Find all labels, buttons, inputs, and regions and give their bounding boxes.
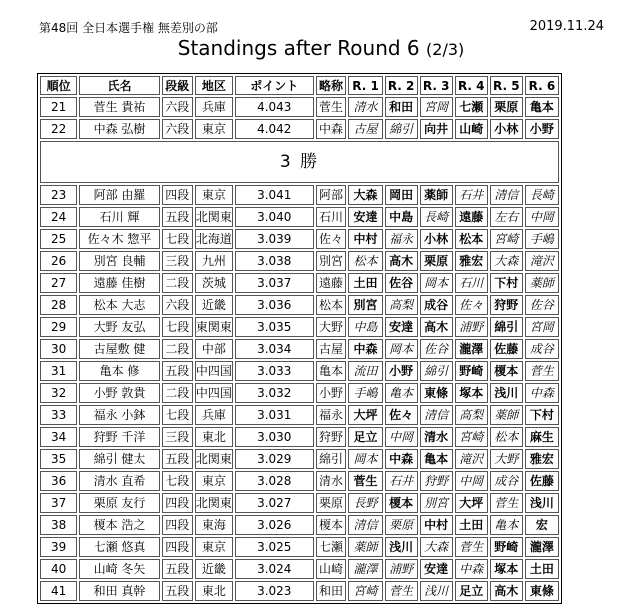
region-cell: 北関東	[195, 207, 233, 227]
table-row	[40, 493, 559, 513]
rank-cell: 25	[40, 229, 77, 249]
grade-cell: 四段	[162, 537, 193, 557]
group-divider	[40, 141, 559, 183]
points-cell: 3.028	[235, 471, 314, 491]
player-name: 亀本 修	[79, 361, 160, 381]
round-3-result: 清信	[420, 405, 453, 425]
round-2-result: 小野	[385, 361, 418, 381]
region-cell: 兵庫	[195, 97, 233, 117]
round-1-result: 土田	[348, 273, 382, 293]
round-1-result: 菅生	[348, 471, 382, 491]
points-cell: 3.035	[235, 317, 314, 337]
round-1-result: 足立	[348, 427, 382, 447]
col-grade: 段級	[162, 76, 193, 95]
round-3-result: 栗原	[420, 251, 453, 271]
round-3-result: 綿引	[420, 361, 453, 381]
round-2-result: 和田	[385, 97, 418, 117]
round-3-result: 小林	[420, 229, 453, 249]
points-cell: 3.038	[235, 251, 314, 271]
player-name: 大野 友弘	[79, 317, 160, 337]
col-r2: R. 2	[385, 76, 418, 95]
region-cell: 九州	[195, 251, 233, 271]
player-name: 福永 小鉢	[79, 405, 160, 425]
points-cell: 3.041	[235, 185, 314, 205]
rank-cell: 36	[40, 471, 77, 491]
table-row	[40, 317, 559, 337]
event-name: 第48回 全日本選手権 無差別の部	[39, 21, 218, 35]
round-3-result: 浅川	[420, 581, 453, 601]
round-3-result: 高木	[420, 317, 453, 337]
rank-cell: 31	[40, 361, 77, 381]
region-cell: 東京	[195, 471, 233, 491]
standings-table	[37, 73, 562, 604]
round-4-result: 野崎	[455, 361, 488, 381]
grade-cell: 七段	[162, 229, 193, 249]
round-1-result: 瀧澤	[348, 559, 382, 579]
round-6-result: 雅宏	[525, 449, 559, 469]
table-row	[40, 559, 559, 579]
round-5-result: 清信	[490, 185, 523, 205]
round-6-result: 中岡	[525, 207, 559, 227]
grade-cell: 六段	[162, 97, 193, 117]
grade-cell: 六段	[162, 295, 193, 315]
region-cell: 兵庫	[195, 405, 233, 425]
round-1-result: 宮崎	[348, 581, 382, 601]
round-1-result: 清信	[348, 515, 382, 535]
region-cell: 近畿	[195, 295, 233, 315]
abbr-cell: 佐々	[316, 229, 347, 249]
round-5-result: 左右	[490, 207, 523, 227]
round-4-result: 塚本	[455, 383, 488, 403]
grade-cell: 四段	[162, 493, 193, 513]
abbr-cell: 綿引	[316, 449, 347, 469]
rank-cell: 41	[40, 581, 77, 601]
rank-cell: 33	[40, 405, 77, 425]
round-4-result: 中森	[455, 559, 488, 579]
points-cell: 3.034	[235, 339, 314, 359]
player-name: 佐々木 惣平	[79, 229, 160, 249]
region-cell: 東京	[195, 537, 233, 557]
grade-cell: 七段	[162, 317, 193, 337]
round-4-result: 山崎	[455, 119, 488, 139]
round-2-result: 菅生	[385, 581, 418, 601]
table-row	[40, 515, 559, 535]
rows-top	[40, 97, 559, 139]
grade-cell: 四段	[162, 185, 193, 205]
round-1-result: 中村	[348, 229, 382, 249]
table-row	[40, 251, 559, 271]
round-4-result: 遠藤	[455, 207, 488, 227]
round-1-result: 長野	[348, 493, 382, 513]
points-cell: 3.024	[235, 559, 314, 579]
abbr-cell: 遠藤	[316, 273, 347, 293]
abbr-cell: 栗原	[316, 493, 347, 513]
player-name: 和田 真幹	[79, 581, 160, 601]
col-region: 地区	[195, 76, 233, 95]
round-6-result: 佐谷	[525, 295, 559, 315]
round-5-result: 菅生	[490, 493, 523, 513]
rank-cell: 28	[40, 295, 77, 315]
rank-cell: 40	[40, 559, 77, 579]
round-2-result: 高梨	[385, 295, 418, 315]
round-6-result: 下村	[525, 405, 559, 425]
points-cell: 3.023	[235, 581, 314, 601]
abbr-cell: 狩野	[316, 427, 347, 447]
grade-cell: 五段	[162, 361, 193, 381]
region-cell: 東京	[195, 185, 233, 205]
abbr-cell: 別宮	[316, 251, 347, 271]
round-4-result: 松本	[455, 229, 488, 249]
player-name: 綿引 健太	[79, 449, 160, 469]
table-row	[40, 185, 559, 205]
points-cell: 3.031	[235, 405, 314, 425]
grade-cell: 二段	[162, 273, 193, 293]
points-cell: 3.026	[235, 515, 314, 535]
region-cell: 北海道	[195, 229, 233, 249]
col-name: 氏名	[79, 76, 160, 95]
player-name: 山崎 冬矢	[79, 559, 160, 579]
abbr-cell: 松本	[316, 295, 347, 315]
points-cell: 3.027	[235, 493, 314, 513]
table-row	[40, 471, 559, 491]
round-3-result: 成谷	[420, 295, 453, 315]
round-5-result: 高木	[490, 581, 523, 601]
rank-cell: 39	[40, 537, 77, 557]
round-3-result: 長崎	[420, 207, 453, 227]
rows-bottom	[40, 185, 559, 601]
round-5-result: 榎本	[490, 361, 523, 381]
round-5-result: 松本	[490, 427, 523, 447]
round-1-result: 中森	[348, 339, 382, 359]
player-name: 石川 輝	[79, 207, 160, 227]
table-row	[40, 295, 559, 315]
grade-cell: 五段	[162, 449, 193, 469]
abbr-cell: 和田	[316, 581, 347, 601]
round-4-result: 雅宏	[455, 251, 488, 271]
player-name: 古屋敷 健	[79, 339, 160, 359]
table-row	[40, 273, 559, 293]
points-cell: 3.029	[235, 449, 314, 469]
table-row	[40, 339, 559, 359]
player-name: 遠藤 佳樹	[79, 273, 160, 293]
abbr-cell: 山崎	[316, 559, 347, 579]
abbr-cell: 中森	[316, 119, 347, 139]
round-1-result: 大坪	[348, 405, 382, 425]
round-3-result: 向井	[420, 119, 453, 139]
round-1-result: 中島	[348, 317, 382, 337]
points-cell: 3.030	[235, 427, 314, 447]
rank-cell: 34	[40, 427, 77, 447]
round-4-result: 大坪	[455, 493, 488, 513]
rank-cell: 24	[40, 207, 77, 227]
player-name: 七瀬 悠真	[79, 537, 160, 557]
points-cell: 3.040	[235, 207, 314, 227]
points-cell: 3.025	[235, 537, 314, 557]
round-2-result: 綿引	[385, 119, 418, 139]
round-6-result: 中森	[525, 383, 559, 403]
grade-cell: 七段	[162, 471, 193, 491]
player-name: 栗原 友行	[79, 493, 160, 513]
abbr-cell: 榎本	[316, 515, 347, 535]
round-3-result: 東條	[420, 383, 453, 403]
round-3-result: 薬師	[420, 185, 453, 205]
round-5-result: 塚本	[490, 559, 523, 579]
round-6-result: 浅川	[525, 493, 559, 513]
rank-cell: 30	[40, 339, 77, 359]
grade-cell: 六段	[162, 119, 193, 139]
grade-cell: 五段	[162, 581, 193, 601]
round-3-result: 清水	[420, 427, 453, 447]
abbr-cell: 大野	[316, 317, 347, 337]
round-3-result: 別宮	[420, 493, 453, 513]
round-6-result: 宏	[525, 515, 559, 535]
round-2-result: 浅川	[385, 537, 418, 557]
player-name: 榎本 浩之	[79, 515, 160, 535]
table-row	[40, 427, 559, 447]
round-1-result: 手嶋	[348, 383, 382, 403]
round-5-result: 浅川	[490, 383, 523, 403]
col-r3: R. 3	[420, 76, 453, 95]
group-label: 3 勝	[40, 141, 559, 183]
round-2-result: 中島	[385, 207, 418, 227]
round-6-result: 亀本	[525, 97, 559, 117]
round-1-result: 大森	[348, 185, 382, 205]
player-name: 菅生 貴祐	[79, 97, 160, 117]
round-6-result: 滝沢	[525, 251, 559, 271]
table-row	[40, 229, 559, 249]
round-4-result: 菅生	[455, 537, 488, 557]
round-1-result: 薬師	[348, 537, 382, 557]
round-5-result: 下村	[490, 273, 523, 293]
round-6-result: 麻生	[525, 427, 559, 447]
header-row	[40, 76, 559, 95]
region-cell: 北関東	[195, 449, 233, 469]
rank-cell: 32	[40, 383, 77, 403]
round-1-result: 岡本	[348, 449, 382, 469]
table-row	[40, 537, 559, 557]
round-5-result: 薬師	[490, 405, 523, 425]
round-4-result: 瀧澤	[455, 339, 488, 359]
round-4-result: 滝沢	[455, 449, 488, 469]
round-2-result: 中森	[385, 449, 418, 469]
round-6-result: 菅生	[525, 361, 559, 381]
round-4-result: 土田	[455, 515, 488, 535]
group-row	[40, 141, 559, 183]
col-r1: R. 1	[348, 76, 382, 95]
round-2-result: 榎本	[385, 493, 418, 513]
round-3-result: 宮岡	[420, 97, 453, 117]
col-r6: R. 6	[525, 76, 559, 95]
grade-cell: 七段	[162, 405, 193, 425]
rank-cell: 23	[40, 185, 77, 205]
event-date: 2019.11.24	[529, 19, 604, 34]
table-row	[40, 383, 559, 403]
round-3-result: 中村	[420, 515, 453, 535]
round-4-result: 石井	[455, 185, 488, 205]
region-cell: 東北	[195, 427, 233, 447]
region-cell: 茨城	[195, 273, 233, 293]
table-row	[40, 97, 559, 117]
round-6-result: 瀧澤	[525, 537, 559, 557]
grade-cell: 三段	[162, 251, 193, 271]
grade-cell: 五段	[162, 559, 193, 579]
grade-cell: 四段	[162, 515, 193, 535]
col-rank: 順位	[40, 76, 77, 95]
round-1-result: 古屋	[348, 119, 382, 139]
round-5-result: 亀本	[490, 515, 523, 535]
abbr-cell: 亀本	[316, 361, 347, 381]
round-6-result: 長崎	[525, 185, 559, 205]
round-2-result: 安達	[385, 317, 418, 337]
round-2-result: 浦野	[385, 559, 418, 579]
round-6-result: 薬師	[525, 273, 559, 293]
round-1-result: 流田	[348, 361, 382, 381]
round-4-result: 浦野	[455, 317, 488, 337]
round-5-result: 綿引	[490, 317, 523, 337]
round-2-result: 高木	[385, 251, 418, 271]
round-6-result: 手嶋	[525, 229, 559, 249]
round-6-result: 小野	[525, 119, 559, 139]
rank-cell: 21	[40, 97, 77, 117]
round-4-result: 七瀬	[455, 97, 488, 117]
round-6-result: 成谷	[525, 339, 559, 359]
round-6-result: 宮岡	[525, 317, 559, 337]
round-2-result: 佐谷	[385, 273, 418, 293]
round-2-result: 中岡	[385, 427, 418, 447]
region-cell: 中四国	[195, 361, 233, 381]
round-3-result: 大森	[420, 537, 453, 557]
region-cell: 東北	[195, 581, 233, 601]
points-cell: 3.033	[235, 361, 314, 381]
player-name: 別宮 良輔	[79, 251, 160, 271]
round-3-result: 岡本	[420, 273, 453, 293]
points-cell: 3.039	[235, 229, 314, 249]
round-1-result: 別宮	[348, 295, 382, 315]
player-name: 狩野 千洋	[79, 427, 160, 447]
points-cell: 3.036	[235, 295, 314, 315]
round-4-result: 石川	[455, 273, 488, 293]
round-1-result: 安達	[348, 207, 382, 227]
region-cell: 北関東	[195, 493, 233, 513]
abbr-cell: 清水	[316, 471, 347, 491]
col-abbr: 略称	[316, 76, 347, 95]
table-row	[40, 207, 559, 227]
player-name: 小野 敦貴	[79, 383, 160, 403]
region-cell: 中四国	[195, 383, 233, 403]
title-text: Standings after Round 6	[177, 36, 420, 60]
round-4-result: 足立	[455, 581, 488, 601]
rank-cell: 26	[40, 251, 77, 271]
rank-cell: 35	[40, 449, 77, 469]
round-5-result: 宮崎	[490, 229, 523, 249]
player-name: 阿部 由羅	[79, 185, 160, 205]
round-5-result: 佐藤	[490, 339, 523, 359]
page-title	[0, 36, 642, 60]
round-4-result: 佐々	[455, 295, 488, 315]
table-row	[40, 581, 559, 601]
abbr-cell: 福永	[316, 405, 347, 425]
grade-cell: 二段	[162, 383, 193, 403]
abbr-cell: 小野	[316, 383, 347, 403]
col-points: ポイント	[235, 76, 314, 95]
abbr-cell: 菅生	[316, 97, 347, 117]
round-2-result: 栗原	[385, 515, 418, 535]
round-4-result: 宮崎	[455, 427, 488, 447]
col-r5: R. 5	[490, 76, 523, 95]
player-name: 中森 弘樹	[79, 119, 160, 139]
grade-cell: 三段	[162, 427, 193, 447]
abbr-cell: 阿部	[316, 185, 347, 205]
round-2-result: 石井	[385, 471, 418, 491]
abbr-cell: 七瀬	[316, 537, 347, 557]
round-6-result: 土田	[525, 559, 559, 579]
round-2-result: 佐々	[385, 405, 418, 425]
region-cell: 東海	[195, 515, 233, 535]
player-name: 清水 直希	[79, 471, 160, 491]
round-2-result: 福永	[385, 229, 418, 249]
region-cell: 東京	[195, 119, 233, 139]
round-5-result: 大野	[490, 449, 523, 469]
abbr-cell: 古屋	[316, 339, 347, 359]
round-4-result: 高梨	[455, 405, 488, 425]
rank-cell: 27	[40, 273, 77, 293]
table-row	[40, 361, 559, 381]
round-4-result: 中岡	[455, 471, 488, 491]
rank-cell: 29	[40, 317, 77, 337]
round-5-result: 栗原	[490, 97, 523, 117]
round-2-result: 亀本	[385, 383, 418, 403]
grade-cell: 五段	[162, 207, 193, 227]
round-6-result: 佐藤	[525, 471, 559, 491]
round-3-result: 安達	[420, 559, 453, 579]
round-5-result: 成谷	[490, 471, 523, 491]
round-6-result: 東條	[525, 581, 559, 601]
page-indicator: (2/3)	[426, 40, 465, 59]
rank-cell: 37	[40, 493, 77, 513]
round-2-result: 岡本	[385, 339, 418, 359]
table-row	[40, 119, 559, 139]
region-cell: 中部	[195, 339, 233, 359]
round-3-result: 狩野	[420, 471, 453, 491]
round-5-result: 大森	[490, 251, 523, 271]
rank-cell: 22	[40, 119, 77, 139]
abbr-cell: 石川	[316, 207, 347, 227]
points-cell: 3.037	[235, 273, 314, 293]
region-cell: 近畿	[195, 559, 233, 579]
round-2-result: 岡田	[385, 185, 418, 205]
points-cell: 4.042	[235, 119, 314, 139]
player-name: 松本 大志	[79, 295, 160, 315]
round-1-result: 清水	[348, 97, 382, 117]
round-1-result: 松本	[348, 251, 382, 271]
grade-cell: 二段	[162, 339, 193, 359]
points-cell: 3.032	[235, 383, 314, 403]
round-3-result: 亀本	[420, 449, 453, 469]
rank-cell: 38	[40, 515, 77, 535]
col-r4: R. 4	[455, 76, 488, 95]
region-cell: 東関東	[195, 317, 233, 337]
round-5-result: 野崎	[490, 537, 523, 557]
points-cell: 4.043	[235, 97, 314, 117]
round-3-result: 佐谷	[420, 339, 453, 359]
round-5-result: 狩野	[490, 295, 523, 315]
round-5-result: 小林	[490, 119, 523, 139]
table-row	[40, 405, 559, 425]
table-row	[40, 449, 559, 469]
